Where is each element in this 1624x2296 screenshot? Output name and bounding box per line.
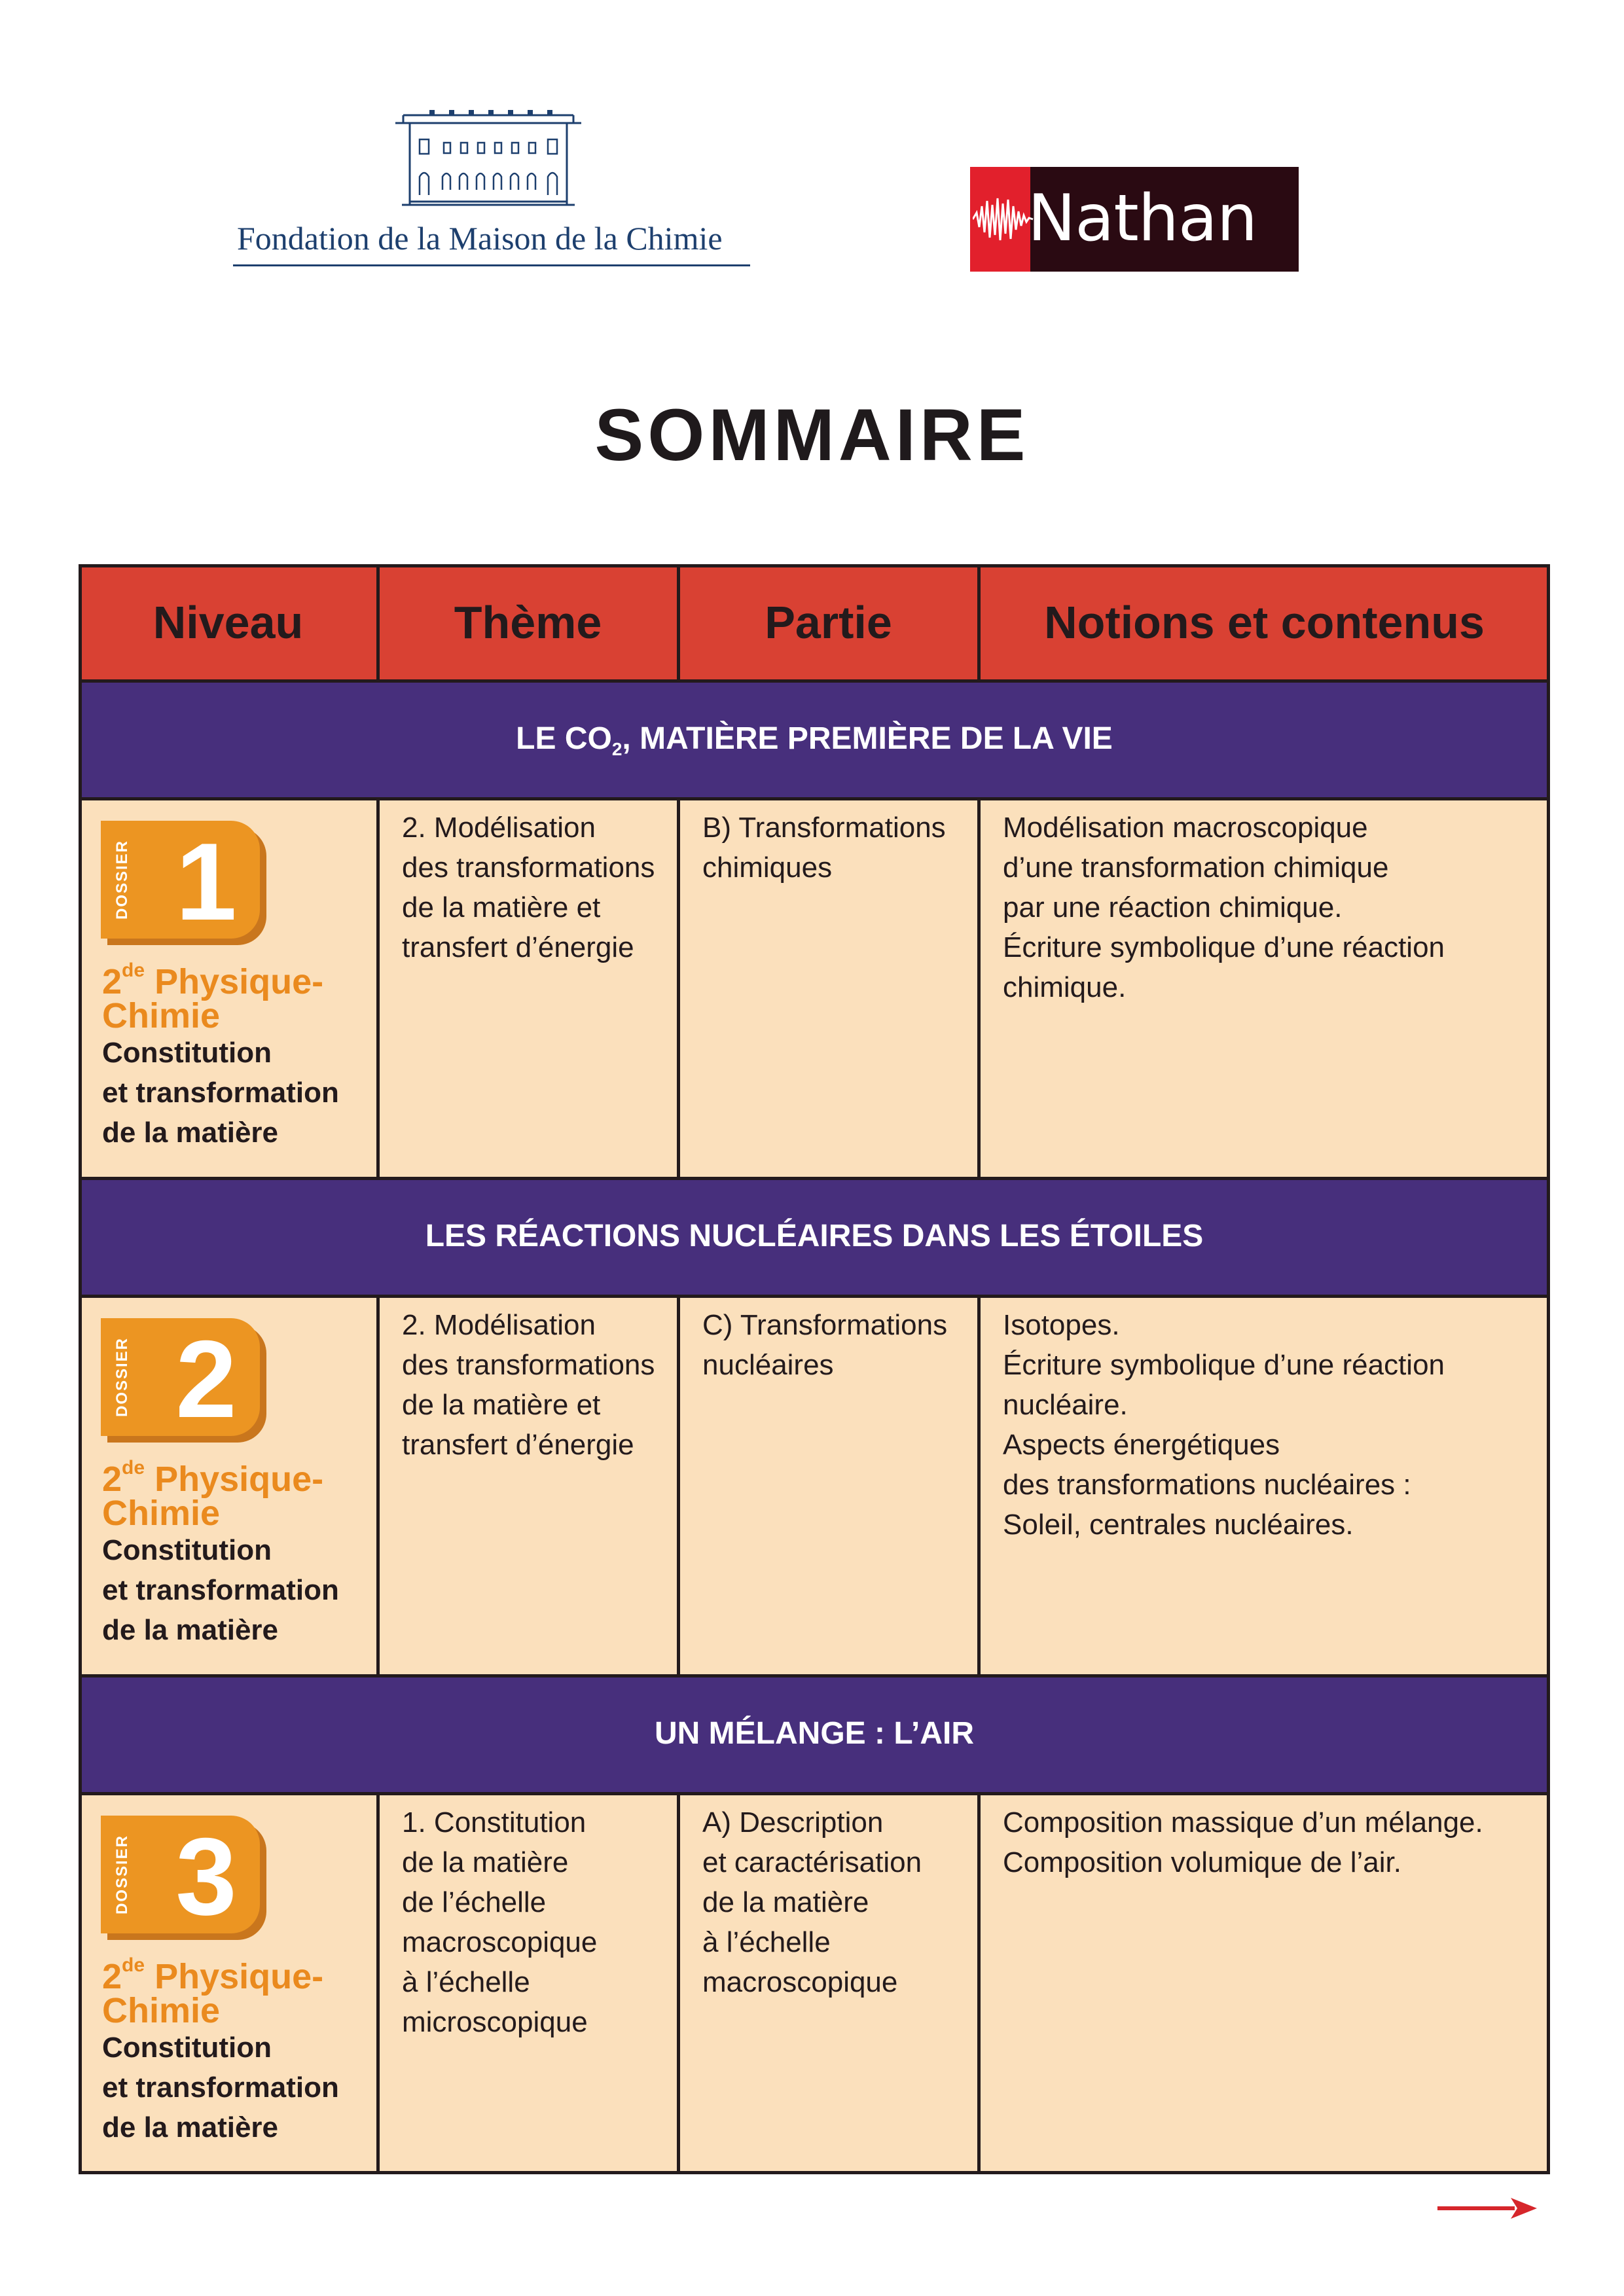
partie-line: de la matière: [702, 1886, 869, 1918]
niveau-level-cont: Chimie: [102, 996, 221, 1035]
notions-line: Aspects énergétiques: [1003, 1429, 1280, 1461]
partie-line: B) Transformations: [702, 812, 946, 844]
nathan-wordmark: Nathan: [1028, 181, 1257, 256]
level-grade-suffix: de: [122, 960, 145, 981]
partie-line: C) Transformations: [702, 1309, 948, 1341]
level-subject: Physique-: [154, 1460, 324, 1499]
notions-line: Écriture symbolique d’une réaction: [1003, 1349, 1445, 1381]
page-title: SOMMAIRE: [594, 394, 1030, 476]
partie-line: chimiques: [702, 852, 833, 884]
notions-line: Composition volumique de l’air.: [1003, 1846, 1401, 1878]
level-grade: 2: [102, 1957, 122, 1996]
header-niveau: Niveau: [153, 597, 304, 648]
section-title-2: LES RÉACTIONS NUCLÉAIRES DANS LES ÉTOILES: [79, 1178, 1550, 1295]
partie-line: macroscopique: [702, 1966, 898, 1998]
header-notions: Notions et contenus: [1044, 597, 1485, 648]
theme-line: macroscopique: [402, 1926, 598, 1958]
theme-line: 2. Modélisation: [402, 812, 596, 844]
dossier-number: 3: [175, 1815, 237, 1938]
section-title-1-subscript: 2: [611, 739, 623, 759]
level-grade: 2: [102, 962, 122, 1001]
theme-line: transfert d’énergie: [402, 931, 634, 963]
niveau-line: de la matière: [102, 2111, 279, 2144]
level-grade: 2: [102, 1460, 122, 1499]
section-title-1-pre: LE CO: [516, 721, 612, 756]
niveau-line: Constitution: [102, 1037, 272, 1069]
dossier-number: 1: [175, 820, 237, 943]
theme-line: des transformations: [402, 852, 655, 884]
notions-line: Soleil, centrales nucléaires.: [1003, 1509, 1354, 1541]
niveau-line: et transformation: [102, 1574, 339, 1606]
level-grade-suffix: de: [122, 1954, 145, 1976]
notions-line: Composition massique d’un mélange.: [1003, 1806, 1483, 1839]
notions-line: chimique.: [1003, 971, 1127, 1003]
section-title-1-post: , MATIÈRE PREMIÈRE DE LA VIE: [622, 721, 1113, 756]
notions-line: Écriture symbolique d’une réaction: [1003, 931, 1445, 963]
notions-line: des transformations nucléaires :: [1003, 1469, 1411, 1501]
fondation-name: Fondation de la Maison de la Chimie: [237, 220, 723, 257]
level-subject: Physique-: [154, 962, 324, 1001]
theme-line: de la matière et: [402, 1389, 601, 1421]
theme-line: microscopique: [402, 2006, 588, 2038]
fondation-underline: [233, 264, 750, 266]
partie-line: nucléaires: [702, 1349, 834, 1381]
niveau-line: de la matière: [102, 1117, 279, 1149]
dossier-label: DOSSIER: [113, 1834, 131, 1915]
theme-line: des transformations: [402, 1349, 655, 1381]
notions-line: d’une transformation chimique: [1003, 852, 1389, 884]
notions-line: Isotopes.: [1003, 1309, 1120, 1341]
partie-line: à l’échelle: [702, 1926, 831, 1958]
level-subject: Physique-: [154, 1957, 324, 1996]
summary-table: [79, 564, 1550, 2174]
header-theme: Thème: [454, 597, 602, 648]
niveau-line: Constitution: [102, 2032, 272, 2064]
niveau-line: et transformation: [102, 2072, 339, 2104]
notions-line: par une réaction chimique.: [1003, 891, 1343, 924]
niveau-line: de la matière: [102, 1614, 279, 1646]
theme-line: de la matière: [402, 1846, 569, 1878]
notions-line: Modélisation macroscopique: [1003, 812, 1368, 844]
niveau-level-cont: Chimie: [102, 1991, 221, 2030]
fondation-logo: [233, 98, 750, 272]
theme-line: à l’échelle: [402, 1966, 530, 1998]
nathan-logo: [970, 167, 1299, 272]
niveau-line: et transformation: [102, 1077, 339, 1109]
table-border: [79, 564, 1550, 2174]
building-icon: [390, 103, 586, 208]
header-partie: Partie: [765, 597, 892, 648]
theme-line: de la matière et: [402, 891, 601, 924]
theme-line: 1. Constitution: [402, 1806, 586, 1839]
niveau-level-cont: Chimie: [102, 1494, 221, 1533]
theme-line: transfert d’énergie: [402, 1429, 634, 1461]
dossier-number: 2: [175, 1318, 237, 1441]
theme-line: 2. Modélisation: [402, 1309, 596, 1341]
dossier-label: DOSSIER: [113, 839, 131, 920]
partie-line: et caractérisation: [702, 1846, 922, 1878]
niveau-line: Constitution: [102, 1534, 272, 1566]
section-title-3: UN MÉLANGE : L’AIR: [79, 1676, 1550, 1792]
notions-line: nucléaire.: [1003, 1389, 1128, 1421]
next-page-arrow-icon[interactable]: [1437, 2195, 1537, 2221]
level-grade-suffix: de: [122, 1457, 145, 1479]
partie-line: A) Description: [702, 1806, 884, 1839]
dossier-label: DOSSIER: [113, 1336, 131, 1418]
theme-line: de l’échelle: [402, 1886, 547, 1918]
